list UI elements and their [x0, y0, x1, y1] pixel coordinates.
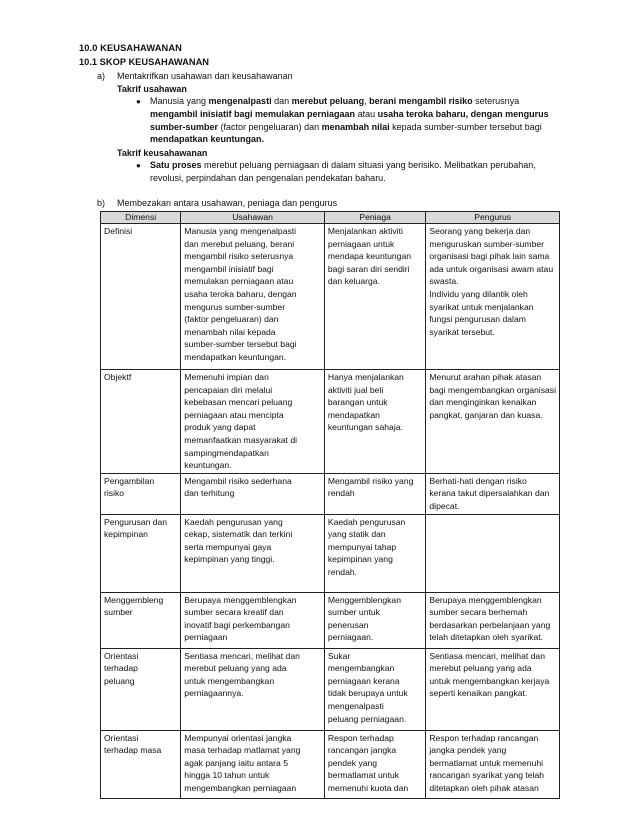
table-row	[101, 730, 560, 798]
table-cell-peniaga	[324, 592, 426, 648]
table-cell-usahawan	[181, 514, 325, 592]
cell-text-line: sumber-sumber tersebut bagi	[184, 339, 297, 350]
cell-text-line: fungsi pengurusan dalam	[429, 314, 526, 325]
cell-text-line: mengenalpasti	[327, 700, 384, 711]
text-run: dan	[271, 96, 292, 106]
cell-text-line: merebut peluang yang ada	[429, 663, 532, 674]
cell-text-line: sumber secara berhemah	[429, 607, 528, 618]
cell-text-line: Berupaya menggemblengkan	[429, 594, 542, 605]
cell-text-line: sampingmendapatkan	[184, 447, 269, 458]
cell-text-line: Sentiasa mencari, melihat dan	[429, 650, 545, 661]
table-cell-usahawan	[181, 370, 325, 474]
cell-text-line: berdasarkan perbelanjaan yang	[429, 619, 551, 630]
cell-text-line: ditetapkan oleh pihak atasan	[429, 782, 539, 793]
definition-line	[150, 96, 519, 107]
text-run: (factor pengeluaran) dan	[218, 121, 322, 132]
bullet-icon: ●	[136, 97, 141, 106]
cell-text-line: Orientasi	[104, 650, 139, 661]
text-run: berani mengambil risiko	[369, 96, 473, 106]
cell-text-line: masa terhadap matlamat yang	[184, 745, 301, 756]
cell-text-line: sumber	[104, 607, 133, 618]
table-cell-pengurus	[426, 514, 560, 592]
table-cell-pengurus	[426, 730, 560, 798]
text-run: sumber-sumber	[150, 121, 219, 132]
cell-text-line: perniagaan atau mencipta	[184, 409, 284, 420]
table-cell-peniaga	[324, 514, 426, 592]
cell-text-line: yang statik dan	[327, 529, 386, 540]
takrif-usahawan-heading: Takrif usahawan	[117, 84, 187, 94]
section-heading: 10.0 KEUSAHAWANAN	[79, 43, 182, 53]
cell-text-line: untuk mengembangkan	[184, 675, 275, 686]
cell-text-line: Menggemblengkan	[327, 594, 401, 605]
text-run: seterusnya	[472, 96, 520, 106]
table-cell-dimensi	[101, 224, 181, 370]
table-cell-peniaga	[324, 473, 426, 514]
table-row	[101, 370, 560, 474]
cell-text-line: dan menginginkan kenaikan	[429, 397, 537, 408]
cell-text-line: agak panjang iaitu antara 5	[184, 757, 288, 768]
text-run: mengambil inisiatif bagi memulakan perniagaan	[150, 108, 356, 119]
cell-text-line: syarikat untuk menjalankan	[429, 301, 534, 312]
cell-text-line: kerana takut dipersalahkan dan	[429, 488, 550, 499]
bullet-icon: ●	[136, 161, 141, 170]
item-b-label: b)	[97, 198, 106, 208]
cell-text-line: jangka pendek yang	[429, 745, 507, 756]
table-row	[101, 648, 560, 730]
cell-text-line: perniagaan kerana	[327, 675, 400, 686]
cell-text-line: organisasi bagi pihak lain sama	[429, 251, 550, 262]
cell-text-line: mempunyai tahap	[327, 541, 397, 552]
table-cell-dimensi	[101, 648, 181, 730]
cell-text-line: Respon terhadap rancangan	[429, 732, 539, 743]
cell-text-line: Menggembleng	[104, 594, 164, 605]
cell-text-line: pencapaian diri melalui	[184, 384, 273, 395]
table-row	[101, 224, 560, 370]
cell-text-line: merebut peluang yang ada	[184, 663, 287, 674]
table-row	[101, 514, 560, 592]
text-run: Manusia yang	[150, 96, 209, 106]
item-a-text: Mentakrifkan usahawan dan keusahawanan	[117, 71, 293, 81]
cell-text-line: pangkat, ganjaran dan kuasa.	[429, 409, 543, 420]
text-run: merebut peluang perniagaan di dalam situasi yang berisiko. Melibatkan perubahan,	[201, 160, 536, 170]
cell-text-line: Hanya menjalankan	[327, 372, 404, 382]
cell-text-line: barangan untuk	[327, 397, 388, 408]
table-cell-pengurus	[426, 592, 560, 648]
cell-text-line: bagi saran diri sendiri	[327, 263, 410, 274]
cell-text-line: peluang	[104, 675, 135, 686]
definition-line	[150, 134, 264, 145]
text-run: kepada sumber-sumber tersebut bagi	[389, 121, 542, 132]
table-row	[101, 473, 560, 514]
cell-text-line: rancangan jangka	[327, 745, 397, 756]
cell-text-line: tidak berupaya untuk	[327, 688, 408, 699]
cell-text-line: perniagaannya.	[184, 688, 244, 699]
cell-text-line: dipecat.	[429, 500, 460, 511]
cell-text-line: telah ditetapkan oleh syarikat.	[429, 632, 544, 643]
table-cell-pengurus	[426, 473, 560, 514]
cell-text-line: Objektf	[104, 372, 132, 382]
definition-line	[150, 173, 386, 184]
cell-text-line: mengambil risiko seterusnya	[184, 251, 294, 262]
cell-text-line: Kaedah pengurusan	[327, 516, 406, 527]
cell-text-line: Pengurusan dan	[104, 516, 168, 527]
text-run: usaha teroka baharu, dengan mengurus	[377, 108, 549, 119]
cell-text-line: cekap, sistematik dan terkini	[184, 529, 293, 540]
cell-text-line: Menjalankan aktiviti	[327, 226, 403, 236]
cell-text-line: Mempunyai orientasi jangka	[184, 732, 292, 743]
cell-text-line: kepimpinan yang	[327, 554, 393, 565]
cell-text-line: mengembangkan	[327, 663, 395, 674]
table-cell-pengurus	[426, 370, 560, 474]
cell-text-line: Memenuhi impian dan	[184, 372, 269, 382]
cell-text-line: kepimpinan	[104, 529, 148, 540]
cell-text-line: risiko	[104, 488, 125, 499]
cell-text-line: peluang perniagaan.	[327, 713, 407, 724]
cell-text-line: kebebasan mencari peluang	[184, 397, 293, 408]
cell-text-line: mendapatkan	[327, 409, 380, 420]
cell-text-line: mendapatkan keuntungan.	[184, 351, 287, 362]
cell-text-line: perniagaan	[184, 632, 228, 643]
cell-text-line: sumber secara kreatif dan	[184, 607, 284, 618]
header-pengurus: Pengurus	[426, 212, 560, 224]
cell-text-line: Pengambilan	[104, 475, 155, 486]
table-body	[101, 224, 560, 799]
cell-text-line: dan keluarga.	[327, 276, 380, 287]
cell-text-line: (faktor pengeluaran) dan	[184, 314, 279, 325]
table-cell-dimensi	[101, 730, 181, 798]
table-cell-usahawan	[181, 473, 325, 514]
cell-text-line: produk yang dapat	[184, 422, 256, 433]
subsection-heading: 10.1 SKOP KEUSAHAWANAN	[79, 57, 210, 67]
table-cell-peniaga	[324, 370, 426, 474]
text-run: merebut peluang	[291, 96, 365, 106]
cell-text-line: Respon terhadap	[327, 732, 394, 743]
text-run: Satu proses	[150, 160, 202, 170]
cell-text-line: memenuhi kuota dan	[327, 782, 409, 793]
cell-text-line: hingga 10 tahun untuk	[184, 770, 270, 781]
cell-text-line: pendek yang	[327, 757, 378, 768]
cell-text-line: menguruskan sumber-sumber	[429, 238, 545, 249]
cell-text-line: serta mempunyai gaya	[184, 541, 272, 552]
cell-text-line: bermatlamat untuk memenuhi	[429, 757, 544, 768]
header-dimensi: Dimensi	[101, 212, 181, 224]
cell-text-line: syarikat tersebut.	[429, 326, 495, 337]
table-cell-pengurus	[426, 648, 560, 730]
cell-text-line: Kaedah pengurusan yang	[184, 516, 283, 527]
cell-text-line: menambah nilai kepada	[184, 326, 276, 337]
takrif-keusahawanan-heading: Takrif keusahawanan	[117, 148, 208, 158]
cell-text-line: untuk mengembangkan kerjaya	[429, 675, 550, 686]
cell-text-line: usaha teroka baharu, dengan	[184, 288, 297, 299]
cell-text-line: Individu yang dilantik oleh	[429, 288, 528, 299]
cell-text-line: aktiviti jual beli	[327, 384, 384, 395]
cell-text-line: Berhati-hati dengan risiko	[429, 475, 527, 486]
table-cell-dimensi	[101, 592, 181, 648]
header-usahawan: Usahawan	[181, 212, 325, 224]
cell-text-line: perniagaan.	[327, 632, 374, 643]
cell-text-line: seperti kenaikan pangkat.	[429, 688, 528, 699]
cell-text-line: perniagaan untuk	[327, 238, 395, 249]
cell-text-line: mendapa keuntungan	[327, 251, 412, 262]
cell-text-line: memulakan perniagaan atau	[184, 276, 294, 287]
text-run: ,	[364, 96, 370, 106]
cell-text-line: inovatif bagi perkembangan	[184, 619, 290, 630]
cell-text-line: rendah	[327, 488, 355, 499]
table-cell-usahawan	[181, 224, 325, 370]
cell-text-line: terhadap	[104, 663, 138, 674]
text-run: revolusi, perpindahan dan pengenalan pendekatan baharu.	[150, 173, 386, 183]
cell-text-line: dan terhitung	[184, 488, 235, 499]
cell-text-line: Sentiasa mencari, melihat dan	[184, 650, 300, 661]
cell-text-line: swasta.	[429, 276, 459, 287]
cell-text-line: terhadap masa	[104, 745, 162, 756]
table-cell-dimensi	[101, 473, 181, 514]
cell-text-line: Berupaya menggemblengkan	[184, 594, 297, 605]
cell-text-line: penerusan	[327, 619, 369, 630]
cell-text-line: mengembangkan perniagaan	[184, 782, 297, 793]
cell-text-line: Orientasi	[104, 732, 139, 743]
table-cell-peniaga	[324, 730, 426, 798]
cell-text-line: Mengambil risiko yang	[327, 475, 414, 486]
header-peniaga: Peniaga	[324, 212, 426, 224]
table-cell-peniaga	[324, 224, 426, 370]
table-cell-usahawan	[181, 592, 325, 648]
cell-text-line: Manusia yang mengenalpasti	[184, 226, 297, 236]
cell-text-line: sumber untuk	[327, 607, 380, 618]
text-run: mendapatkan keuntungan.	[150, 134, 265, 145]
text-run: atau	[355, 108, 378, 119]
table-cell-pengurus	[426, 224, 560, 370]
item-b-text: Membezakan antara usahawan, peniaga dan pengurus	[117, 198, 338, 208]
cell-text-line: rancangan syarikat yang telah	[429, 770, 545, 781]
cell-text-line: Menurut arahan pihak atasan	[429, 372, 542, 382]
definition-line	[150, 109, 549, 120]
table-cell-dimensi	[101, 370, 181, 474]
cell-text-line: ada untuk organisasi awam atau	[429, 263, 554, 274]
cell-text-line: Seorang yang bekerja dan	[429, 226, 531, 236]
table-cell-usahawan	[181, 648, 325, 730]
table-row	[101, 592, 560, 648]
table-cell-usahawan	[181, 730, 325, 798]
cell-text-line: Definisi	[104, 226, 133, 236]
item-a-label: a)	[97, 71, 106, 81]
cell-text-line: memanfaatkan masyarakat di	[184, 434, 298, 445]
cell-text-line: keuntungan.	[184, 460, 232, 471]
table-header-row	[101, 212, 560, 224]
cell-text-line: rendah.	[327, 566, 358, 577]
definition-line	[150, 160, 536, 171]
comparison-table	[100, 211, 560, 799]
cell-text-line: bagi mengembangkan organisasi	[429, 384, 556, 395]
cell-text-line: Mengambil risiko sederhana	[184, 475, 292, 486]
cell-text-line: mengambil inisiatif bagi	[184, 263, 274, 274]
cell-text-line: kepimpinan yang tinggi.	[184, 554, 275, 565]
cell-text-line: mengurus sumber-sumber	[184, 301, 286, 312]
cell-text-line: Sukar	[327, 650, 351, 661]
table-cell-peniaga	[324, 648, 426, 730]
cell-text-line: dan merebut peluang, berani	[184, 238, 295, 249]
text-run: mengenalpasti	[208, 96, 272, 106]
cell-text-line: keuntungan sahaja.	[327, 422, 403, 433]
cell-text-line: bermatlamat untuk	[327, 770, 400, 781]
table-cell-dimensi	[101, 514, 181, 592]
definition-line	[150, 122, 542, 133]
text-run: menambah nilai	[321, 121, 390, 132]
